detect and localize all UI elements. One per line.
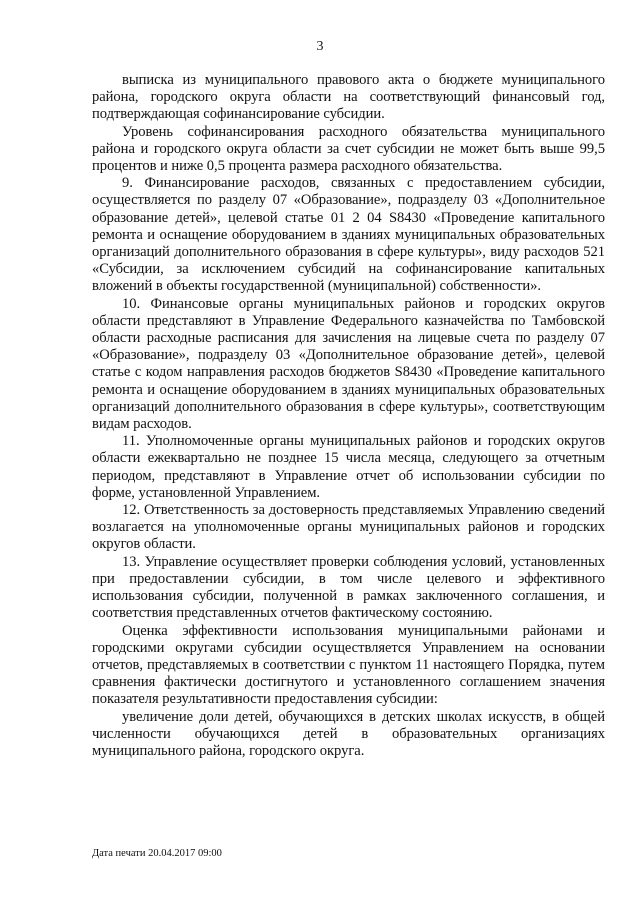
paragraph-indicator: увеличение доли детей, обучающихся в детских школах искусств, в общей численности обучающихся детей в образовательных организациях муниципального района, городского округа. — [92, 708, 605, 759]
page-number: 3 — [316, 39, 324, 54]
print-date-footer: Дата печати 20.04.2017 09:00 — [92, 848, 222, 859]
paragraph-12-responsibility: 12. Ответственность за достоверность представляемых Управлению сведений возлагается на уполномоченные органы муниципальных районов и городских округов области. — [92, 502, 605, 553]
paragraph-10-financial-bodies: 10. Финансовые органы муниципальных районов и городских округов области представляют в Управление Федерального казначейства по Тамбовской области расходные расписания для зачисления на лицевые счета по разделу 07 «Образование», подразделу 03 «Дополнительное образование детей», целевой статье с кодом направления расходов бюджетов S8430 «Проведение капитального ремонта и оснащение оборудованием в зданиях муниципальных образовательных организаций дополнительного образования в сфере культуры», соответствующим видам расходов. — [92, 295, 605, 433]
paragraph-11-reporting: 11. Уполномоченные органы муниципальных районов и городских округов области ежеквартально не позднее 15 числа месяца, следующего за отчетным периодом, представляют в Управление отчет об использовании субсидии по форме, установленной Управлением. — [92, 433, 605, 501]
paragraph-cofinancing-level: Уровень софинансирования расходного обязательства муниципального района и городского округа области за счет субсидии не может быть выше 99,5 процентов и ниже 0,5 процента размера расходного обязательства. — [92, 123, 605, 175]
document-body — [92, 72, 605, 760]
paragraph-extract-note: выписка из муниципального правового акта о бюджете муниципального района, городского округа области на соответствующий финансовый год, подтверждающая софинансирование субсидии. — [92, 72, 605, 123]
paragraph-13-inspections: 13. Управление осуществляет проверки соблюдения условий, установленных при предоставлении субсидии, в том числе целевого и эффективного использования субсидии, полученной в рамках заключенного соглашения, и соответствия представленных отчетов фактическому состоянию. — [92, 553, 605, 622]
paragraph-9-financing: 9. Финансирование расходов, связанных с предоставлением субсидии, осуществляется по разделу 07 «Образование», подразделу 03 «Дополнительное образование детей», целевой статье 01 2 04 S8430 «Проведение капитального ремонта и оснащение оборудованием в зданиях муниципальных образовательных организаций дополнительного образования в сфере культуры», виду расходов 521 «Субсидии, за исключением субсидий на софинансирование капитальных вложений в объекты государственной (муниципальной) собственности». — [92, 175, 605, 295]
paragraph-efficiency-assessment: Оценка эффективности использования муниципальными районами и городскими округами субсидии осуществляется Управлением на основании отчетов, представляемых в соответствии с пунктом 11 настоящего Порядка, путем сравнения фактически достигнутого и установленного соглашением значения показателя результативности предоставления субсидии: — [92, 622, 605, 708]
